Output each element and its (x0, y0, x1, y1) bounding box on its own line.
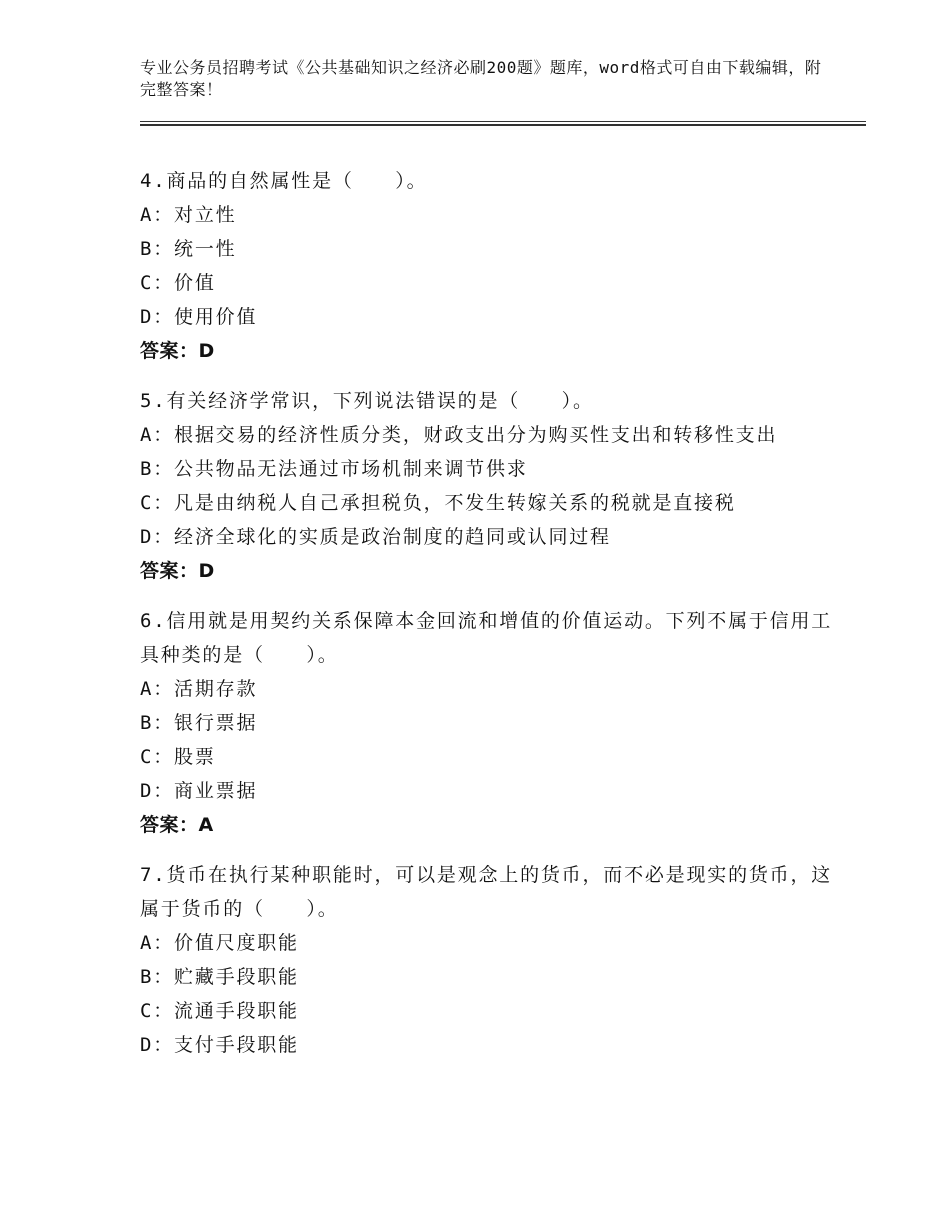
header-divider-thick (140, 124, 866, 126)
option-a: A：根据交易的经济性质分类，财政支出分为购买性支出和转移性支出 (140, 424, 778, 446)
option-d: D：支付手段职能 (140, 1034, 299, 1056)
answer-label: 答案：D (140, 340, 215, 362)
question-stem: 6.信用就是用契约关系保障本金回流和增值的价值运动。下列不属于信用工具种类的是（ ）。 (140, 610, 833, 666)
question-list (140, 164, 840, 1078)
option-a: A：活期存款 (140, 678, 258, 700)
question-stem: 5.有关经济学常识，下列说法错误的是（ ）。 (140, 390, 594, 412)
question-stem: 7.货币在执行某种职能时，可以是观念上的货币，而不必是现实的货币，这属于货币的（ ）。 (140, 864, 833, 920)
option-c: C：股票 (140, 746, 216, 768)
option-d: D：使用价值 (140, 306, 258, 328)
question-4 (140, 164, 840, 368)
option-a: A：对立性 (140, 204, 237, 226)
question-6 (140, 604, 840, 842)
answer-label: 答案：A (140, 814, 214, 836)
question-stem: 4.商品的自然属性是（ ）。 (140, 170, 428, 192)
option-b: B：银行票据 (140, 712, 258, 734)
option-a: A：价值尺度职能 (140, 932, 299, 954)
option-c: C：价值 (140, 272, 216, 294)
option-c: C：流通手段职能 (140, 1000, 299, 1022)
question-5 (140, 384, 840, 588)
answer-label: 答案：D (140, 560, 215, 582)
option-d: D：经济全球化的实质是政治制度的趋同或认同过程 (140, 526, 611, 548)
option-d: D：商业票据 (140, 780, 258, 802)
option-b: B：贮藏手段职能 (140, 966, 299, 988)
option-b: B：公共物品无法通过市场机制来调节供求 (140, 458, 528, 480)
header-divider (140, 121, 866, 122)
document-header (140, 57, 830, 101)
question-7 (140, 858, 840, 1062)
header-text: 专业公务员招聘考试《公共基础知识之经济必刷200题》题库，word格式可自由下载编辑，附完整答案！ (140, 58, 822, 99)
option-b: B：统一性 (140, 238, 237, 260)
option-c: C：凡是由纳税人自己承担税负，不发生转嫁关系的税就是直接税 (140, 492, 736, 514)
